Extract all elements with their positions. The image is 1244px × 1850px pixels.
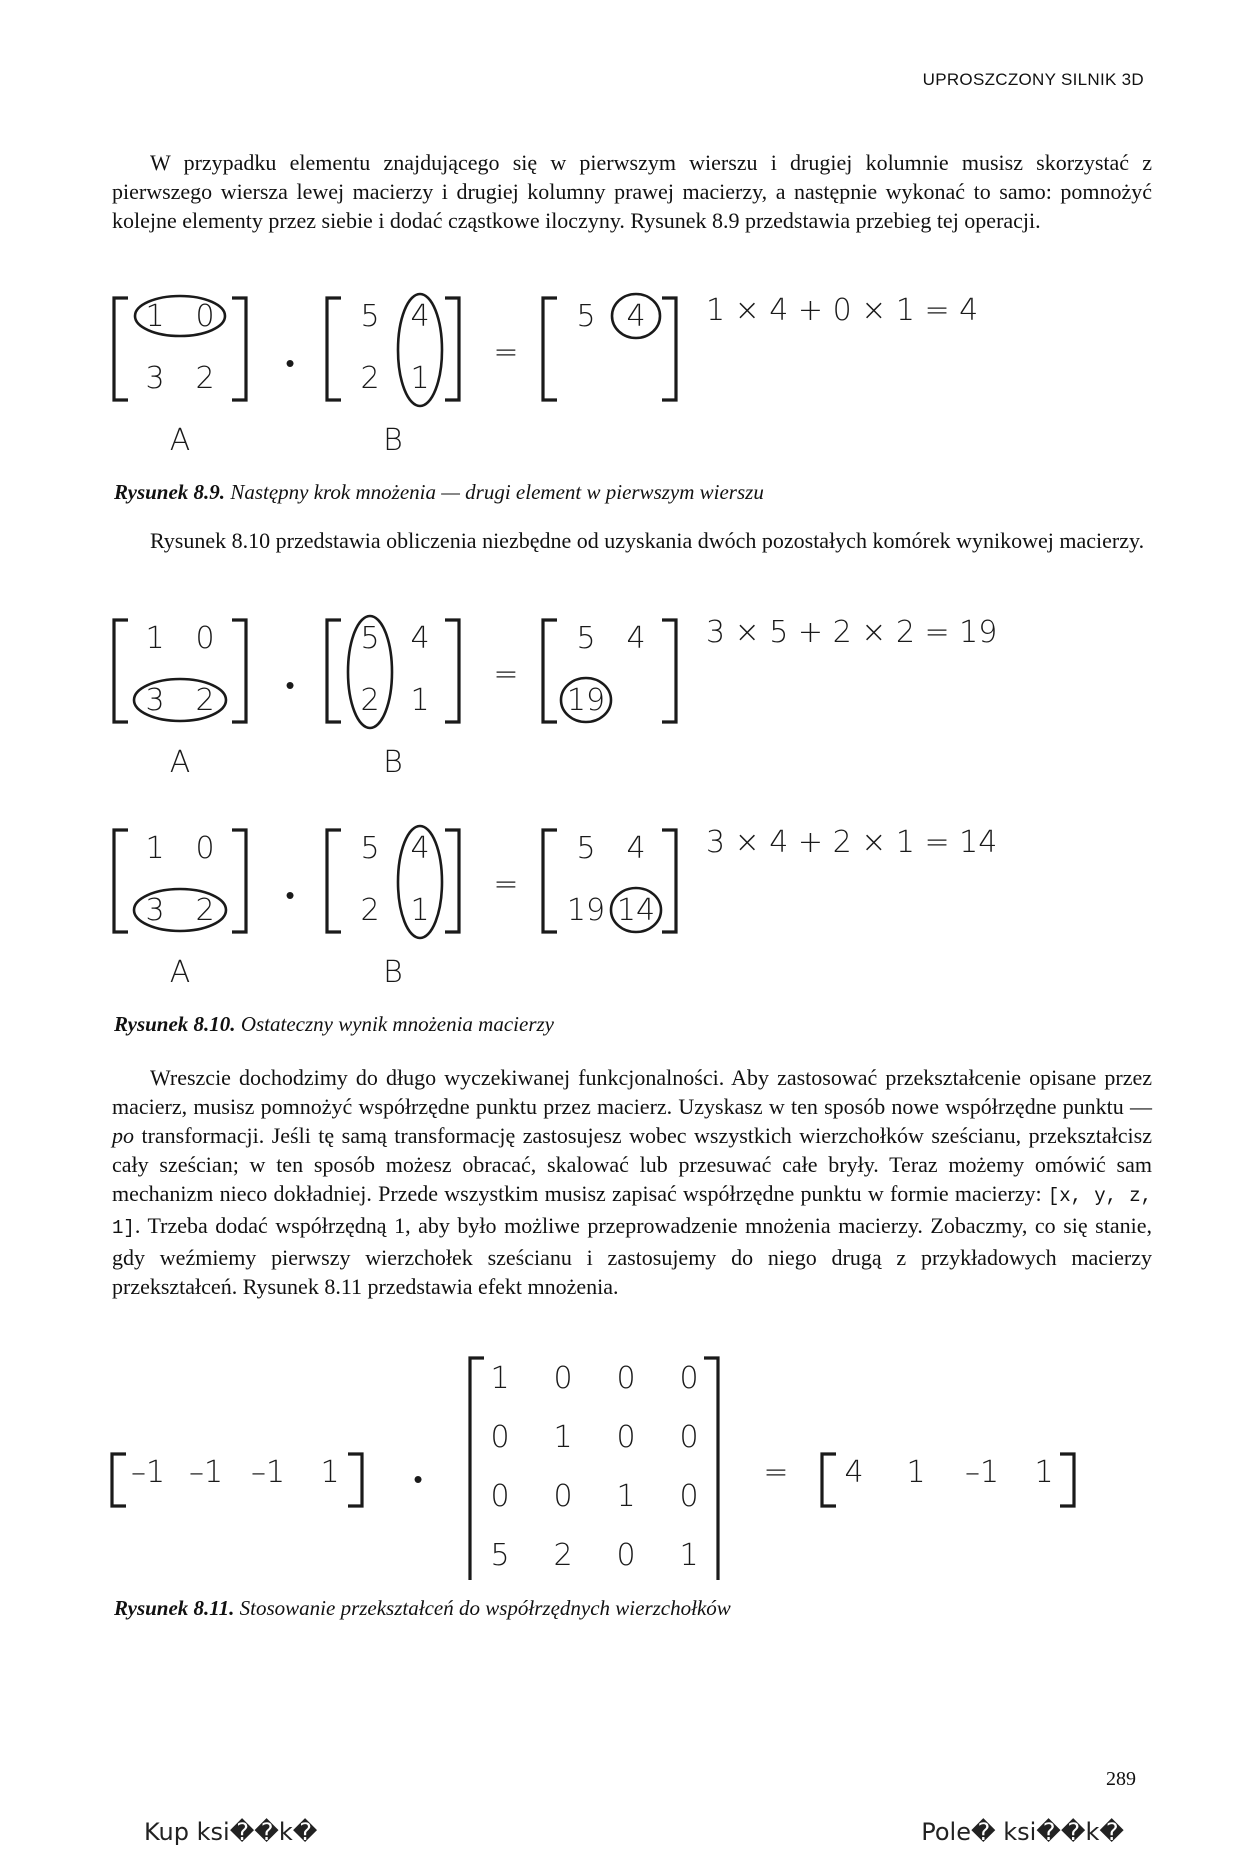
matrix-right-bracket <box>704 1358 718 1580</box>
matrix-a-cell: 3 <box>145 893 165 928</box>
matrix-cell: 5 <box>490 1538 510 1573</box>
matrix-b-right-bracket <box>445 620 459 722</box>
matrix-b-left-bracket <box>327 620 341 722</box>
matrix-a-cell: 0 <box>195 621 215 656</box>
result-left-bracket <box>543 830 557 932</box>
matrix-b-left-bracket <box>327 830 341 932</box>
paragraph-1: W przypadku elementu znajdującego się w pierwszym wierszu i drugiej kolumnie musisz skorzystać z pierwszego wiersza lewej macierzy i drugiej kolumny prawej macierzy, a następnie wykonać to samo: pomnożyć kolejne elementy przez siebie i dodać cząstkowe iloczyny. Rysunek 8.9 przedstawia przebieg tej operacji. <box>112 150 1152 233</box>
label-b: B <box>383 745 403 780</box>
result-cell: –1 <box>964 1455 1000 1490</box>
matrix-b-cell: 1 <box>410 893 430 928</box>
equation-text: 3 × 4 + 2 × 1 = 14 <box>706 825 998 860</box>
matrix-a-cell: 0 <box>195 831 215 866</box>
result-cell: 14 <box>616 893 656 928</box>
caption-8-9 <box>114 480 764 505</box>
paragraph-3: Wreszcie dochodzimy do długo wyczekiwanej funkcjonalności. Aby zastosować przekształcenie opisane przez macierz, musisz pomnożyć współrzędne punktu przez macierz. Uzyskasz w ten sposób nowe współrzędne punktu — po transformacji. Jeśli tę samą transformację zastosujesz wobec wszystkich wierzchołków sześcianu, przekształcisz cały sześcian; w ten sposób możesz obracać, skalować lub przesuwać całe bryły. Teraz możemy omówić sam mechanizm nieco dokładniej. Przede wszystkim musisz zapisać współrzędne punktu w formie macierzy: [x, y, z, 1]. Trzeba dodać współrzędną 1, aby było możliwe przeprowadzenie mnożenia macierzy. Zobaczmy, co się stanie, gdy weźmiemy pierwszy wierzchołek sześcianu i zastosujemy do niego drugą z przykładowych macierzy przekształceń. Rysunek 8.11 przedstawia efekt mnożenia. <box>112 1065 1152 1299</box>
matrix-a-cell: 3 <box>145 683 165 718</box>
figure-8-10-part-1 <box>0 612 1244 802</box>
matrix-cell: 0 <box>679 1420 699 1455</box>
caption-label: Rysunek 8.10. <box>114 1012 236 1036</box>
figure-8-9 <box>0 290 1244 490</box>
vector-cell: –1 <box>188 1455 224 1490</box>
matrix-cell: 1 <box>490 1361 510 1396</box>
result-cell: 1 <box>906 1455 926 1490</box>
vector-left-bracket <box>112 1454 126 1506</box>
multiply-dot: • <box>285 881 295 911</box>
matrix-b-cell: 5 <box>360 299 380 334</box>
matrix-cell: 2 <box>553 1538 573 1573</box>
matrix-cell: 0 <box>616 1538 636 1573</box>
running-header: UPROSZCZONY SILNIK 3D <box>922 70 1144 89</box>
vector-cell: 1 <box>320 1455 340 1490</box>
matrix-a-right-bracket <box>232 298 246 400</box>
matrix-a-right-bracket <box>232 620 246 722</box>
matrix-cell: 0 <box>490 1479 510 1514</box>
matrix-a-cell: 2 <box>195 683 215 718</box>
code-inline: [x, y, z, 1] <box>112 1185 1152 1239</box>
matrix-b-cell: 4 <box>410 299 430 334</box>
matrix-b-cell: 5 <box>360 831 380 866</box>
result-cell: 4 <box>844 1455 864 1490</box>
result-cell: 1 <box>1034 1455 1054 1490</box>
matrix-a-left-bracket <box>114 620 128 722</box>
label-a: A <box>169 423 191 458</box>
equation-text: 3 × 5 + 2 × 2 = 19 <box>706 615 998 650</box>
matrix-cell: 0 <box>679 1479 699 1514</box>
result-cell: 19 <box>566 683 606 718</box>
result-left-bracket <box>822 1454 836 1506</box>
matrix-b-right-bracket <box>445 298 459 400</box>
result-cell: 5 <box>576 831 596 866</box>
matrix-b-right-bracket <box>445 830 459 932</box>
equation-text: 1 × 4 + 0 × 1 = 4 <box>706 293 979 328</box>
matrix-cell: 1 <box>553 1420 573 1455</box>
caption-label: Rysunek 8.11. <box>114 1596 235 1620</box>
caption-text: Następny krok mnożenia — drugi element w pierwszym wierszu <box>230 480 764 504</box>
result-cell: 19 <box>566 893 606 928</box>
matrix-left-bracket <box>470 1358 484 1580</box>
matrix-b-cell: 5 <box>360 621 380 656</box>
result-right-bracket <box>662 298 676 400</box>
equals-sign: = <box>763 1455 789 1490</box>
matrix-b-cell: 1 <box>410 361 430 396</box>
matrix-b-cell: 4 <box>410 621 430 656</box>
result-left-bracket <box>543 620 557 722</box>
matrix-cell: 0 <box>616 1420 636 1455</box>
footer-buy-link[interactable]: Kup ksi��k� <box>144 1818 318 1846</box>
result-right-bracket <box>662 620 676 722</box>
figure-8-10-part-2 <box>0 822 1244 1012</box>
matrix-a-left-bracket <box>114 298 128 400</box>
label-a: A <box>169 745 191 780</box>
vector-right-bracket <box>348 1454 362 1506</box>
matrix-a-cell: 2 <box>195 361 215 396</box>
result-cell: 4 <box>626 621 646 656</box>
multiply-dot: • <box>285 349 295 379</box>
result-cell: 5 <box>576 621 596 656</box>
label-a: A <box>169 955 191 990</box>
matrix-b-cell: 2 <box>360 361 380 396</box>
caption-8-11 <box>114 1596 731 1621</box>
page-number: 289 <box>1106 1768 1136 1790</box>
result-right-bracket <box>1060 1454 1074 1506</box>
multiply-dot: • <box>413 1465 423 1495</box>
matrix-a-cell: 1 <box>145 831 165 866</box>
matrix-cell: 0 <box>679 1361 699 1396</box>
caption-text: Ostateczny wynik mnożenia macierzy <box>240 1012 554 1036</box>
equals-sign: = <box>493 657 519 692</box>
matrix-cell: 0 <box>616 1361 636 1396</box>
figure-8-11 <box>0 1350 1244 1580</box>
paragraph-2: Rysunek 8.10 przedstawia obliczenia niezbędne od uzyskania dwóch pozostałych komórek wynikowej macierzy. <box>150 528 1145 553</box>
matrix-cell: 0 <box>553 1479 573 1514</box>
equals-sign: = <box>493 335 519 370</box>
matrix-a-cell: 0 <box>195 299 215 334</box>
matrix-a-cell: 1 <box>145 299 165 334</box>
label-b: B <box>383 955 403 990</box>
matrix-cell: 0 <box>553 1361 573 1396</box>
matrix-a-cell: 2 <box>195 893 215 928</box>
caption-text: Stosowanie przekształceń do współrzędnych wierzchołków <box>239 1596 731 1620</box>
matrix-a-cell: 3 <box>145 361 165 396</box>
multiply-dot: • <box>285 671 295 701</box>
matrix-a-cell: 1 <box>145 621 165 656</box>
vector-cell: –1 <box>250 1455 286 1490</box>
matrix-cell: 0 <box>490 1420 510 1455</box>
result-left-bracket <box>543 298 557 400</box>
result-right-bracket <box>662 830 676 932</box>
result-cell: 4 <box>626 831 646 866</box>
footer-recommend-link[interactable]: Pole� ksi��k� <box>921 1818 1124 1846</box>
label-b: B <box>383 423 403 458</box>
caption-label: Rysunek 8.9. <box>114 480 226 504</box>
matrix-cell: 1 <box>679 1538 699 1573</box>
matrix-b-cell: 2 <box>360 683 380 718</box>
result-cell: 5 <box>576 299 596 334</box>
vector-cell: –1 <box>130 1455 166 1490</box>
matrix-b-cell: 4 <box>410 831 430 866</box>
result-cell: 4 <box>626 299 646 334</box>
matrix-b-left-bracket <box>327 298 341 400</box>
matrix-b-cell: 1 <box>410 683 430 718</box>
matrix-cell: 1 <box>616 1479 636 1514</box>
matrix-a-left-bracket <box>114 830 128 932</box>
matrix-b-cell: 2 <box>360 893 380 928</box>
caption-8-10 <box>114 1012 554 1037</box>
matrix-a-right-bracket <box>232 830 246 932</box>
equals-sign: = <box>493 867 519 902</box>
